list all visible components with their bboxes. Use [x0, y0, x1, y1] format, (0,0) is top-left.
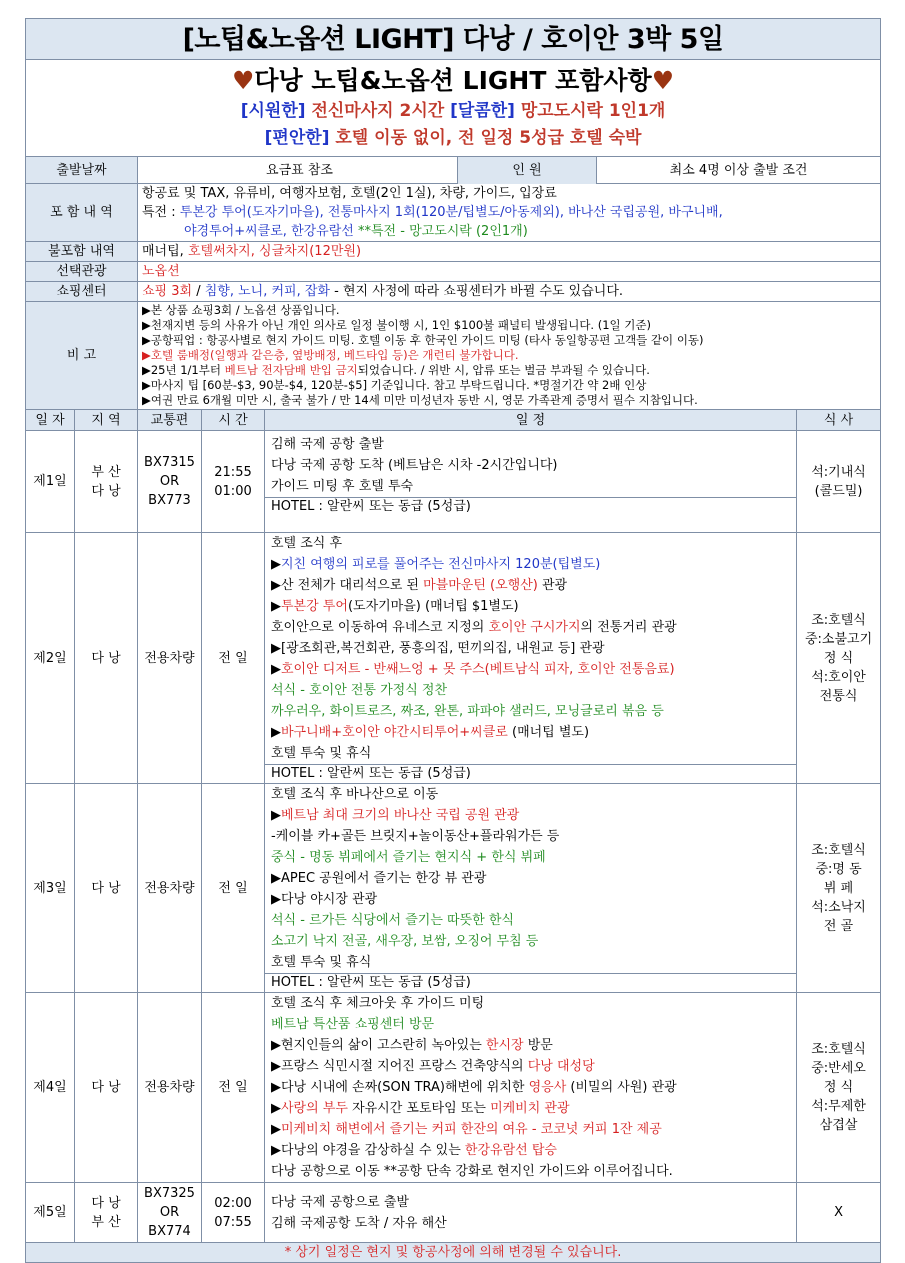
people-label: 인 원 — [457, 157, 596, 184]
day-label: 제5일 — [26, 1183, 75, 1243]
day-meal: 석:기내식 (콜드밀) — [797, 431, 881, 533]
day-region: 다 낭 부 산 — [75, 1183, 138, 1243]
day-transport: BX7315 OR BX773 — [138, 431, 202, 533]
day-time: 21:55 01:00 — [202, 431, 265, 533]
day-region: 다 낭 — [75, 533, 138, 784]
note-item: ▶공항픽업 : 항공사별로 현지 가이드 미팅. 호텔 이동 후 한국인 가이드 미팅 (타사 동일항공편 고객들 같이 이동) — [142, 333, 704, 347]
day-region: 부 산 다 낭 — [75, 431, 138, 533]
day-time: 02:00 07:55 — [202, 1183, 265, 1243]
highlight-text: 망고도시락 1인1개 — [514, 101, 666, 121]
highlight-box — [26, 60, 881, 157]
highlight-title: 다낭 노팁&노옵션 LIGHT 포함사항 — [254, 66, 652, 95]
note-item: ▶천재지변 등의 사유가 아닌 개인 의사로 일정 불이행 시, 1인 $100불 패널티 발생됩니다. (1일 기준) — [142, 318, 652, 332]
day-label: 제2일 — [26, 533, 75, 784]
day-label: 제1일 — [26, 431, 75, 533]
itinerary-table — [25, 18, 881, 1263]
note-item: ▶여권 만료 6개월 미만 시, 출국 불가 / 만 14세 미만 미성년자 동반 시, 영문 가족관계 증명서 필수 지참입니다. — [142, 393, 698, 407]
highlight-tag: [편안한] — [264, 128, 330, 148]
day-transport: BX7325 OR BX774 — [138, 1183, 202, 1243]
included-value: 항공료 및 TAX, 유류비, 여행자보험, 호텔(2인 1실), 차량, 가이드, 입장료 특전 : 투본강 투어(도자기마을), 전통마사지 1회(120분/팁별도/아동제외), 바나산 국립공원, 바구니배, 야경투어+씨클로, 한강유람선 **특전 - 망고도시락 (2인1개) — [138, 184, 881, 242]
hotel-info: HOTEL : 알란씨 또는 동급 (5성급) — [265, 764, 796, 783]
departure-value: 요금표 참조 인 원 — [138, 157, 597, 184]
day-time: 전 일 — [202, 533, 265, 784]
excluded-value: 매너팁, 호텔써차지, 싱글차지(12만원) — [138, 242, 881, 262]
page-title: [노팁&노옵션 LIGHT] 다낭 / 호이안 3박 5일 — [26, 19, 881, 60]
col-transport: 교통편 — [138, 410, 202, 431]
option-label: 선택관광 — [26, 262, 138, 282]
notes-label: 비 고 — [26, 302, 138, 410]
col-region: 지 역 — [75, 410, 138, 431]
hotel-info: HOTEL : 알란씨 또는 동급 (5성급) — [265, 973, 796, 992]
notes-list — [138, 302, 881, 410]
note-item: ▶25년 1/1부터 베트남 전자담배 반입 금지되었습니다. / 위반 시, 압류 또는 벌금 부과될 수 있습니다. — [142, 363, 650, 377]
highlight-tag: [시원한] — [240, 101, 306, 121]
highlight-text: 호텔 이동 없이, 전 일정 5성급 호텔 숙박 — [329, 128, 642, 148]
day-schedule: 호텔 조식 후 바나산으로 이동 ▶베트남 최대 크기의 바나산 국립 공원 관광 -케이블 카+골든 브릿지+놀이동산+플라워가든 등 중식 - 명동 뷔페에서 즐기는 현지식 + 한식 뷔페 ▶APEC 공원에서 즐기는 한강 뷰 관광 ▶다낭 야시장 관광 석식 - 르가든 식당에서 즐기는 따뜻한 한식 소고기 낙지 전골, 새우장, 보쌈, 오징어 무침 등 호텔 투숙 및 휴식 HOTEL : 알란씨 또는 동급 (5성급) — [265, 784, 797, 993]
shopping-label: 쇼핑센터 — [26, 282, 138, 302]
highlight-tag: [달콤한] — [450, 101, 515, 121]
day-time: 전 일 — [202, 993, 265, 1183]
option-value: 노옵션 — [138, 262, 881, 282]
note-item: ▶마사지 팁 [60분-$3, 90분-$4, 120분-$5] 기준입니다. 참고 부탁드립니다. *명절기간 약 2배 인상 — [142, 378, 647, 392]
excluded-label: 불포함 내역 — [26, 242, 138, 262]
col-time: 시 간 — [202, 410, 265, 431]
note-item: ▶본 상품 쇼핑3회 / 노옵션 상품입니다. — [142, 303, 340, 317]
day-meal: 조:호텔식 중:소불고기 정 식 석:호이안 전통식 — [797, 533, 881, 784]
heart-icon: ♥ — [651, 66, 675, 95]
day-time: 전 일 — [202, 784, 265, 993]
day-region: 다 낭 — [75, 784, 138, 993]
note-item: ▶호텔 룸배정(일행과 같은층, 옆방배정, 베드타입 등)은 개런티 불가합니다. — [142, 348, 519, 362]
day-region: 다 낭 — [75, 993, 138, 1183]
col-day: 일 자 — [26, 410, 75, 431]
footer-note: * 상기 일정은 현지 및 항공사정에 의해 변경될 수 있습니다. — [26, 1243, 881, 1263]
day-transport: 전용차량 — [138, 993, 202, 1183]
day-label: 제4일 — [26, 993, 75, 1183]
heart-icon: ♥ — [231, 66, 255, 95]
day-meal: X — [797, 1183, 881, 1243]
day-schedule: 호텔 조식 후 체크아웃 후 가이드 미팅 베트남 특산품 쇼핑센터 방문 ▶현지인들의 삶이 고스란히 녹아있는 한시장 방문 ▶프랑스 식민시절 지어진 프랑스 건축양식의 다낭 대성당 ▶다낭 시내에 손짜(SON TRA)해변에 위치한 영응사 (비밀의 사원) 관광 ▶사랑의 부두 자유시간 포토타임 또는 미케비치 관광 ▶미케비치 해변에서 즐기는 커피 한잔의 여유 - 코코넛 커피 1잔 제공 ▶다낭의 야경을 감상하실 수 있는 한강유람선 탑승 다낭 공항으로 이동 **공항 단속 강화로 현지인 가이드와 이루어집니다. — [265, 993, 797, 1183]
day-schedule: 호텔 조식 후 ▶지친 여행의 피로를 풀어주는 전신마사지 120분(팁별도) ▶산 전체가 대리석으로 된 마블마운틴 (오행산) 관광 ▶투본강 투어(도자기마을) (매너팁 $1별도) 호이안으로 이동하여 유네스코 지정의 호이안 구시가지의 전통거리 관광 ▶[광조회관,복건회관, 풍흥의집, 떤끼의집, 내원교 등] 관광 ▶호이안 디저트 - 반쌔느엉 + 못 주스(베트남식 피자, 호이안 전통음료) 석식 - 호이안 전통 가정식 정찬 까우러우, 화이트로즈, 짜조, 완톤, 파파야 샐러드, 모닝글로리 볶음 등 ▶바구니배+호이안 야간시티투어+씨클로 (매너팁 별도) 호텔 투숙 및 휴식 HOTEL : 알란씨 또는 동급 (5성급) — [265, 533, 797, 784]
highlight-text: 전신마사지 2시간 — [305, 101, 451, 121]
col-meal: 식 사 — [797, 410, 881, 431]
included-label: 포 함 내 역 — [26, 184, 138, 242]
day-label: 제3일 — [26, 784, 75, 993]
day-transport: 전용차량 — [138, 533, 202, 784]
hotel-info: HOTEL : 알란씨 또는 동급 (5성급) — [265, 497, 796, 516]
people-value: 최소 4명 이상 출발 조건 — [597, 157, 881, 184]
day-transport: 전용차량 — [138, 784, 202, 993]
day-schedule: 김해 국제 공항 출발 다낭 국제 공항 도착 (베트남은 시차 -2시간입니다) 가이드 미팅 후 호텔 투숙 HOTEL : 알란씨 또는 동급 (5성급) — [265, 431, 797, 533]
day-meal: 조:호텔식 중:반세오 정 식 석:무제한 삼겹살 — [797, 993, 881, 1183]
day-meal: 조:호텔식 중:명 동 뷔 페 석:소낙지 전 골 — [797, 784, 881, 993]
departure-label: 출발날짜 — [26, 157, 138, 184]
shopping-value: 쇼핑 3회 / 침향, 노니, 커피, 잡화 - 현지 사정에 따라 쇼핑센터가 바뀔 수도 있습니다. — [138, 282, 881, 302]
col-schedule: 일 정 — [265, 410, 797, 431]
itinerary-page — [25, 18, 880, 1263]
day-schedule: 다낭 국제 공항으로 출발 김해 국제공항 도착 / 자유 해산 — [265, 1183, 797, 1243]
